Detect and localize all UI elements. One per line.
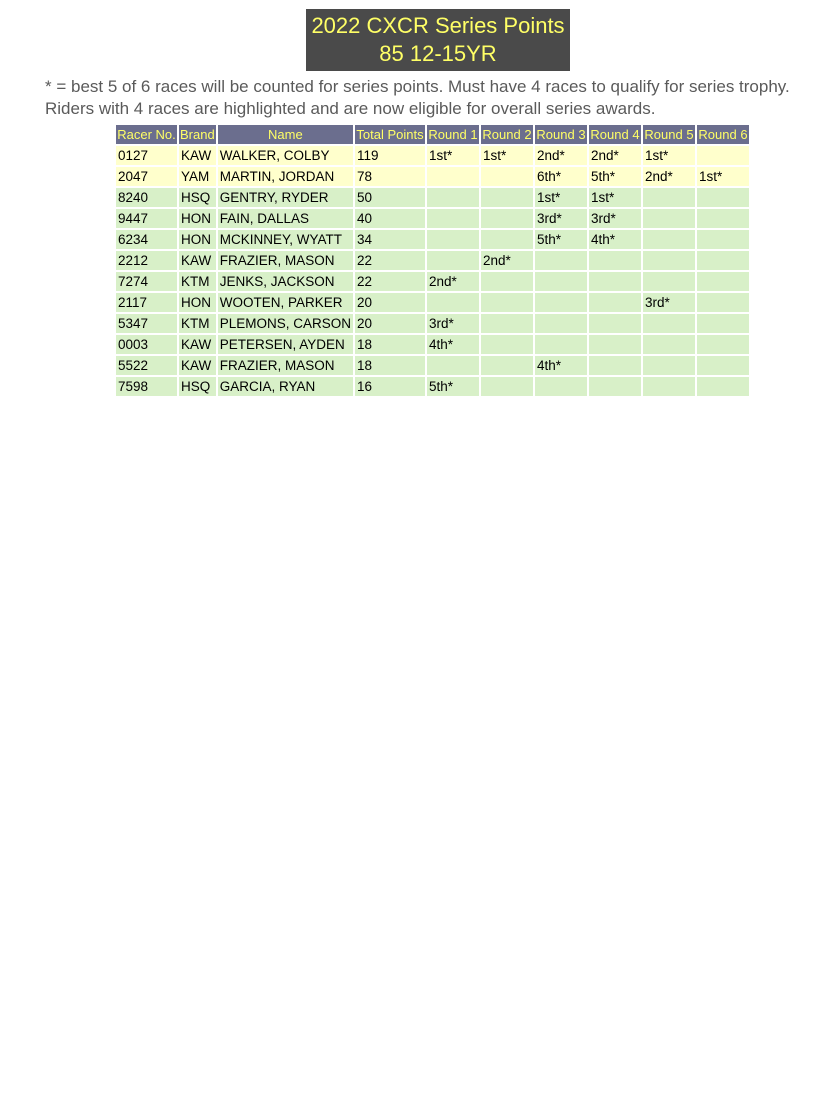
cell-racer-no: 6234: [116, 230, 177, 249]
cell-round-2: [481, 293, 533, 312]
header-round-5: Round 5: [644, 127, 694, 142]
cell-racer-no: 5347: [116, 314, 177, 333]
cell-round-5: [643, 356, 695, 375]
cell-round-6: [697, 209, 749, 228]
cell-racer-no: 0127: [116, 146, 177, 165]
table-row: [116, 146, 749, 165]
cell-round-3: 1st*: [535, 188, 587, 207]
cell-round-1: 3rd*: [427, 314, 479, 333]
cell-brand: KAW: [179, 251, 216, 270]
cell-total-points: 22: [355, 251, 425, 270]
cell-round-4: [589, 293, 641, 312]
series-notes: [45, 76, 828, 120]
cell-round-3: 5th*: [535, 230, 587, 249]
cell-round-1: 5th*: [427, 377, 479, 396]
cell-round-6: 1st*: [697, 167, 749, 186]
cell-round-4: [589, 272, 641, 291]
cell-round-3: [535, 314, 587, 333]
cell-racer-no: 2117: [116, 293, 177, 312]
table-row: [116, 230, 749, 249]
cell-round-5: [643, 377, 695, 396]
cell-total-points: 50: [355, 188, 425, 207]
cell-round-1: [427, 188, 479, 207]
cell-racer-no: 9447: [116, 209, 177, 228]
cell-name: FRAZIER, MASON: [218, 356, 353, 375]
cell-round-6: [697, 335, 749, 354]
cell-name: JENKS, JACKSON: [218, 272, 353, 291]
cell-name: WOOTEN, PARKER: [218, 293, 353, 312]
cell-racer-no: 7274: [116, 272, 177, 291]
cell-brand: KAW: [179, 335, 216, 354]
header-brand: Brand: [180, 127, 215, 142]
cell-brand: HON: [179, 293, 216, 312]
cell-racer-no: 7598: [116, 377, 177, 396]
cell-round-5: [643, 188, 695, 207]
cell-round-5: [643, 314, 695, 333]
cell-round-3: [535, 293, 587, 312]
title-line-2: 85 12-15YR: [379, 41, 497, 66]
cell-round-1: [427, 251, 479, 270]
cell-racer-no: 2212: [116, 251, 177, 270]
cell-round-4: 5th*: [589, 167, 641, 186]
table-row: [116, 335, 749, 354]
header-round-1: Round 1: [428, 127, 478, 142]
cell-round-4: [589, 251, 641, 270]
cell-brand: KTM: [179, 272, 216, 291]
cell-round-1: [427, 356, 479, 375]
cell-round-5: [643, 209, 695, 228]
standings-body: [116, 146, 749, 396]
cell-brand: KAW: [179, 356, 216, 375]
cell-round-2: [481, 167, 533, 186]
cell-round-3: [535, 377, 587, 396]
cell-round-2: 2nd*: [481, 251, 533, 270]
cell-round-2: [481, 188, 533, 207]
cell-round-5: [643, 230, 695, 249]
table-row: [116, 293, 749, 312]
cell-round-4: 4th*: [589, 230, 641, 249]
cell-round-6: [697, 251, 749, 270]
cell-name: WALKER, COLBY: [218, 146, 353, 165]
table-row: [116, 272, 749, 291]
cell-total-points: 20: [355, 314, 425, 333]
cell-round-2: [481, 314, 533, 333]
cell-total-points: 18: [355, 356, 425, 375]
note-line-1: * = best 5 of 6 races will be counted for series points. Must have 4 races to qualify for series trophy.: [45, 77, 790, 96]
note-line-2: Riders with 4 races are highlighted and are now eligible for overall series awards.: [45, 99, 656, 118]
cell-round-5: [643, 335, 695, 354]
cell-round-3: 4th*: [535, 356, 587, 375]
cell-round-6: [697, 146, 749, 165]
header-round-3: Round 3: [536, 127, 586, 142]
cell-racer-no: 5522: [116, 356, 177, 375]
cell-round-3: [535, 272, 587, 291]
table-row: [116, 188, 749, 207]
cell-round-1: [427, 293, 479, 312]
cell-round-3: [535, 251, 587, 270]
cell-round-2: [481, 230, 533, 249]
cell-round-6: [697, 293, 749, 312]
cell-total-points: 20: [355, 293, 425, 312]
cell-name: PETERSEN, AYDEN: [218, 335, 353, 354]
cell-round-5: 1st*: [643, 146, 695, 165]
header-total-points: Total Points: [356, 127, 424, 142]
cell-total-points: 78: [355, 167, 425, 186]
cell-brand: HON: [179, 230, 216, 249]
cell-round-1: 1st*: [427, 146, 479, 165]
cell-racer-no: 8240: [116, 188, 177, 207]
standings-table: [114, 123, 751, 398]
cell-racer-no: 2047: [116, 167, 177, 186]
cell-name: GENTRY, RYDER: [218, 188, 353, 207]
cell-brand: KTM: [179, 314, 216, 333]
cell-brand: KAW: [179, 146, 216, 165]
table-row: [116, 356, 749, 375]
cell-round-5: 3rd*: [643, 293, 695, 312]
page-title: [306, 9, 570, 71]
cell-round-2: [481, 272, 533, 291]
cell-round-1: [427, 230, 479, 249]
cell-brand: HSQ: [179, 188, 216, 207]
table-row: [116, 314, 749, 333]
cell-round-6: [697, 356, 749, 375]
cell-total-points: 119: [355, 146, 425, 165]
cell-round-2: [481, 209, 533, 228]
cell-round-4: [589, 377, 641, 396]
cell-round-2: 1st*: [481, 146, 533, 165]
cell-name: FAIN, DALLAS: [218, 209, 353, 228]
cell-total-points: 18: [355, 335, 425, 354]
cell-total-points: 16: [355, 377, 425, 396]
cell-round-4: [589, 314, 641, 333]
cell-round-2: [481, 335, 533, 354]
cell-round-6: [697, 314, 749, 333]
cell-name: GARCIA, RYAN: [218, 377, 353, 396]
table-row: [116, 377, 749, 396]
cell-round-3: 3rd*: [535, 209, 587, 228]
cell-round-4: 1st*: [589, 188, 641, 207]
cell-round-5: [643, 251, 695, 270]
cell-round-5: [643, 272, 695, 291]
title-line-1: 2022 CXCR Series Points: [311, 13, 565, 38]
table-row: [116, 209, 749, 228]
cell-round-2: [481, 377, 533, 396]
cell-round-6: [697, 377, 749, 396]
cell-round-6: [697, 272, 749, 291]
cell-round-2: [481, 356, 533, 375]
cell-brand: HSQ: [179, 377, 216, 396]
cell-total-points: 40: [355, 209, 425, 228]
cell-round-3: 2nd*: [535, 146, 587, 165]
header-round-6: Round 6: [698, 127, 748, 142]
cell-round-3: [535, 335, 587, 354]
header-row: [116, 125, 749, 144]
header-round-2: Round 2: [482, 127, 532, 142]
cell-racer-no: 0003: [116, 335, 177, 354]
cell-round-6: [697, 230, 749, 249]
header-round-4: Round 4: [590, 127, 640, 142]
header-racer-no: Racer No.: [117, 127, 176, 142]
cell-brand: YAM: [179, 167, 216, 186]
cell-round-4: 3rd*: [589, 209, 641, 228]
cell-brand: HON: [179, 209, 216, 228]
cell-name: MARTIN, JORDAN: [218, 167, 353, 186]
cell-round-1: 4th*: [427, 335, 479, 354]
cell-round-1: [427, 167, 479, 186]
cell-round-4: [589, 335, 641, 354]
cell-round-6: [697, 188, 749, 207]
cell-name: FRAZIER, MASON: [218, 251, 353, 270]
cell-round-5: 2nd*: [643, 167, 695, 186]
table-row: [116, 167, 749, 186]
cell-round-3: 6th*: [535, 167, 587, 186]
cell-total-points: 34: [355, 230, 425, 249]
cell-total-points: 22: [355, 272, 425, 291]
cell-name: PLEMONS, CARSON: [219, 316, 351, 331]
table-row: [116, 251, 749, 270]
cell-round-1: 2nd*: [427, 272, 479, 291]
cell-round-4: [589, 356, 641, 375]
cell-name: MCKINNEY, WYATT: [218, 230, 353, 249]
cell-round-1: [427, 209, 479, 228]
cell-round-4: 2nd*: [589, 146, 641, 165]
header-name: Name: [218, 125, 353, 144]
